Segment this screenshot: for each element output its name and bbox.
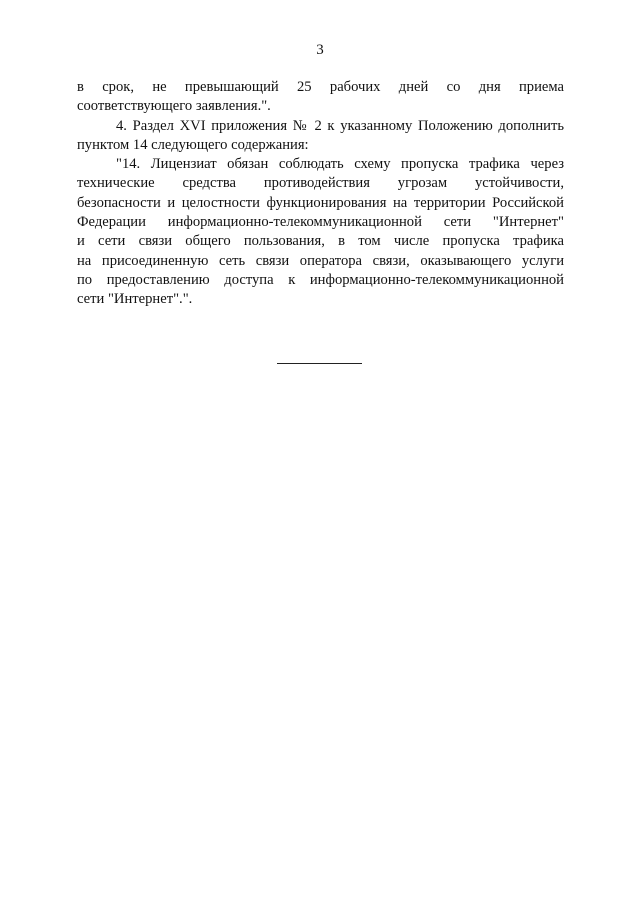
text-line: сети "Интернет".". [77, 291, 193, 308]
text-line: технические средства противодействия угрозам устойчивости, [77, 175, 564, 192]
text-line: соответствующего заявления.". [77, 98, 271, 115]
text-line: в срок, не превышающий 25 рабочих дней со дня приема [77, 79, 564, 95]
text-line: 4. Раздел XVI приложения № 2 к указанному Положению дополнить [116, 117, 564, 134]
text-line: на присоединенную сеть связи оператора связи, оказывающего услуги [77, 252, 564, 269]
text-line: пунктом 14 следующего содержания: [77, 136, 309, 153]
text-line: по предоставлению доступа к информационно-телекоммуникационной [77, 271, 564, 288]
text-line: и сети связи общего пользования, в том числе пропуска трафика [77, 233, 564, 250]
text-line: Федерации информационно-телекоммуникационной сети "Интернет" [77, 214, 564, 231]
text-line: "14. Лицензиат обязан соблюдать схему пропуска трафика через [116, 156, 564, 173]
paragraph-2 [77, 117, 564, 156]
document-body [77, 78, 564, 310]
paragraph-1 [77, 78, 564, 117]
end-separator-line [277, 363, 362, 364]
page-number: 3 [316, 42, 324, 58]
text-line: безопасности и целостности функционирования на территории Российской [77, 194, 564, 211]
paragraph-3 [77, 155, 564, 309]
